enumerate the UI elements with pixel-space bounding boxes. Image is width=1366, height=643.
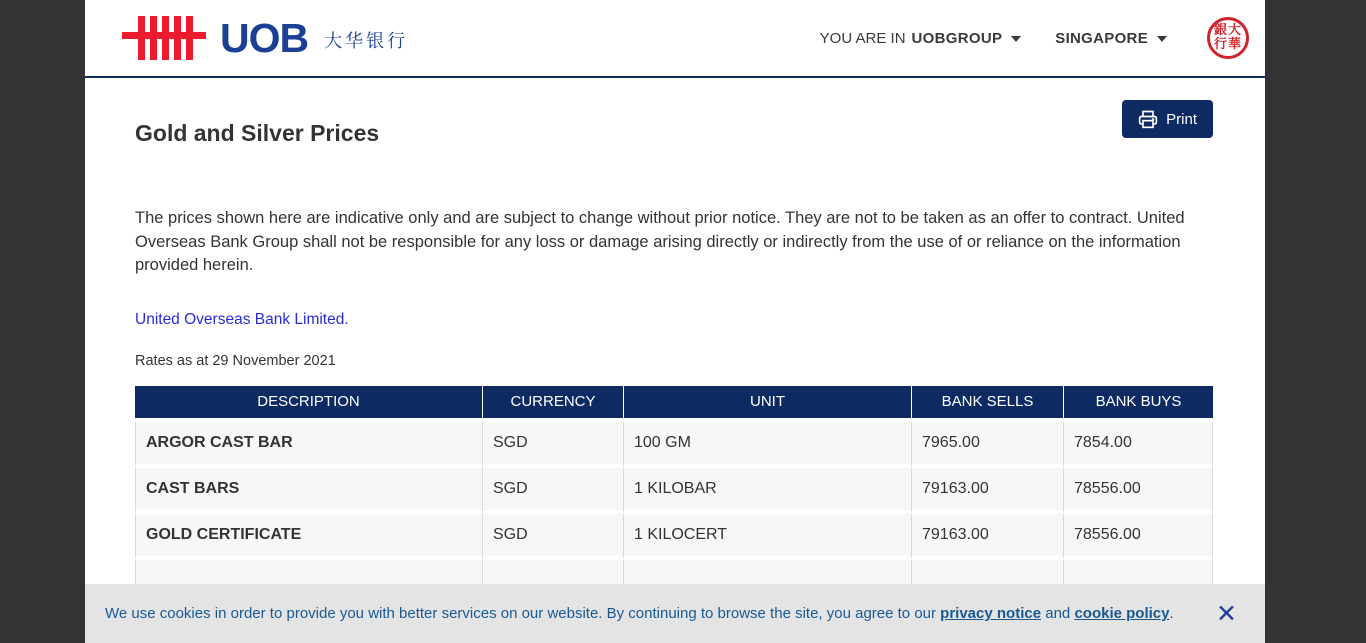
- printer-icon: [1138, 109, 1158, 129]
- page-title: Gold and Silver Prices: [135, 120, 380, 146]
- cell-currency: SGD: [483, 514, 624, 560]
- cell-currency: SGD: [483, 468, 624, 514]
- cell-unit: 1 KILOBAR: [624, 468, 912, 514]
- cell-unit: 100 GM: [624, 422, 912, 468]
- cookie-text-before: We use cookies in order to provide you with better services on our website. By continuing to browse the site, you agree to our: [105, 605, 941, 622]
- header-right: [820, 17, 1249, 59]
- bank-link-period: .: [344, 310, 349, 328]
- cell-currency: SGD: [483, 422, 624, 468]
- uob-chinese-wordmark: 大华银行: [324, 31, 409, 51]
- cell-unit: 1 KILOCERT: [624, 514, 912, 560]
- group-dropdown-value: UOBGROUP: [911, 29, 1003, 47]
- cookie-banner: [85, 584, 1265, 643]
- table-row: [135, 468, 1213, 514]
- cookie-policy-link[interactable]: cookie policy: [1074, 605, 1170, 622]
- cookie-text-after: .: [1169, 605, 1174, 622]
- col-header-currency: CURRENCY: [483, 386, 624, 422]
- country-dropdown[interactable]: [1055, 30, 1167, 47]
- cell-bank-buys: 78556.00: [1064, 514, 1213, 560]
- col-header-bank-buys: BANK BUYS: [1064, 386, 1213, 422]
- print-button-label: Print: [1166, 110, 1197, 128]
- col-header-description: DESCRIPTION: [135, 386, 483, 422]
- print-button[interactable]: [1122, 100, 1213, 138]
- table-row: [135, 422, 1213, 468]
- cell-description: GOLD CERTIFICATE: [135, 514, 483, 560]
- cell-description: CAST BARS: [135, 468, 483, 514]
- site-header: [85, 0, 1265, 78]
- chevron-down-icon: [1157, 36, 1167, 42]
- uob-seal-icon: [1207, 17, 1249, 59]
- seal-text-top: 銀大: [1213, 23, 1242, 38]
- close-icon[interactable]: ✕: [1212, 601, 1241, 626]
- table-row: [135, 514, 1213, 560]
- main-content: [85, 100, 1265, 606]
- cell-bank-buys: 78556.00: [1064, 468, 1213, 514]
- seal-text-bottom: 行華: [1213, 37, 1242, 52]
- uob-wordmark: UOB: [220, 14, 309, 61]
- title-row: [135, 100, 1213, 147]
- disclaimer-text: The prices shown here are indicative only and are subject to change without prior notice. They are not to be taken as an offer to contract. United Overseas Bank Group shall not be responsible for any loss or damage arising directly or indirectly from the use of or reliance on the information provided herein.: [135, 209, 1185, 274]
- cell-bank-sells: 7965.00: [912, 422, 1064, 468]
- group-dropdown[interactable]: [820, 30, 1022, 47]
- cookie-text-between: and: [1041, 605, 1075, 622]
- cookie-banner-text: [105, 605, 1174, 622]
- cell-bank-sells: 79163.00: [912, 514, 1064, 560]
- cell-description: ARGOR CAST BAR: [135, 422, 483, 468]
- col-header-bank-sells: BANK SELLS: [912, 386, 1064, 422]
- cell-bank-sells: 79163.00: [912, 468, 1064, 514]
- page-content: [85, 0, 1265, 643]
- prices-table: [135, 386, 1213, 606]
- uob-bars-icon: [120, 16, 208, 60]
- table-header-row: [135, 386, 1213, 422]
- you-are-in-label: YOU ARE IN: [819, 29, 906, 47]
- rates-as-at-text: Rates as at 29 November 2021: [135, 352, 336, 369]
- country-dropdown-value: SINGAPORE: [1055, 29, 1148, 47]
- col-header-unit: UNIT: [624, 386, 912, 422]
- uob-logo[interactable]: [120, 16, 408, 60]
- cell-bank-buys: 7854.00: [1064, 422, 1213, 468]
- bank-link-line: [135, 311, 1213, 329]
- chevron-down-icon: [1011, 36, 1021, 42]
- privacy-notice-link[interactable]: privacy notice: [940, 605, 1042, 622]
- bank-link[interactable]: United Overseas Bank Limited: [135, 310, 345, 328]
